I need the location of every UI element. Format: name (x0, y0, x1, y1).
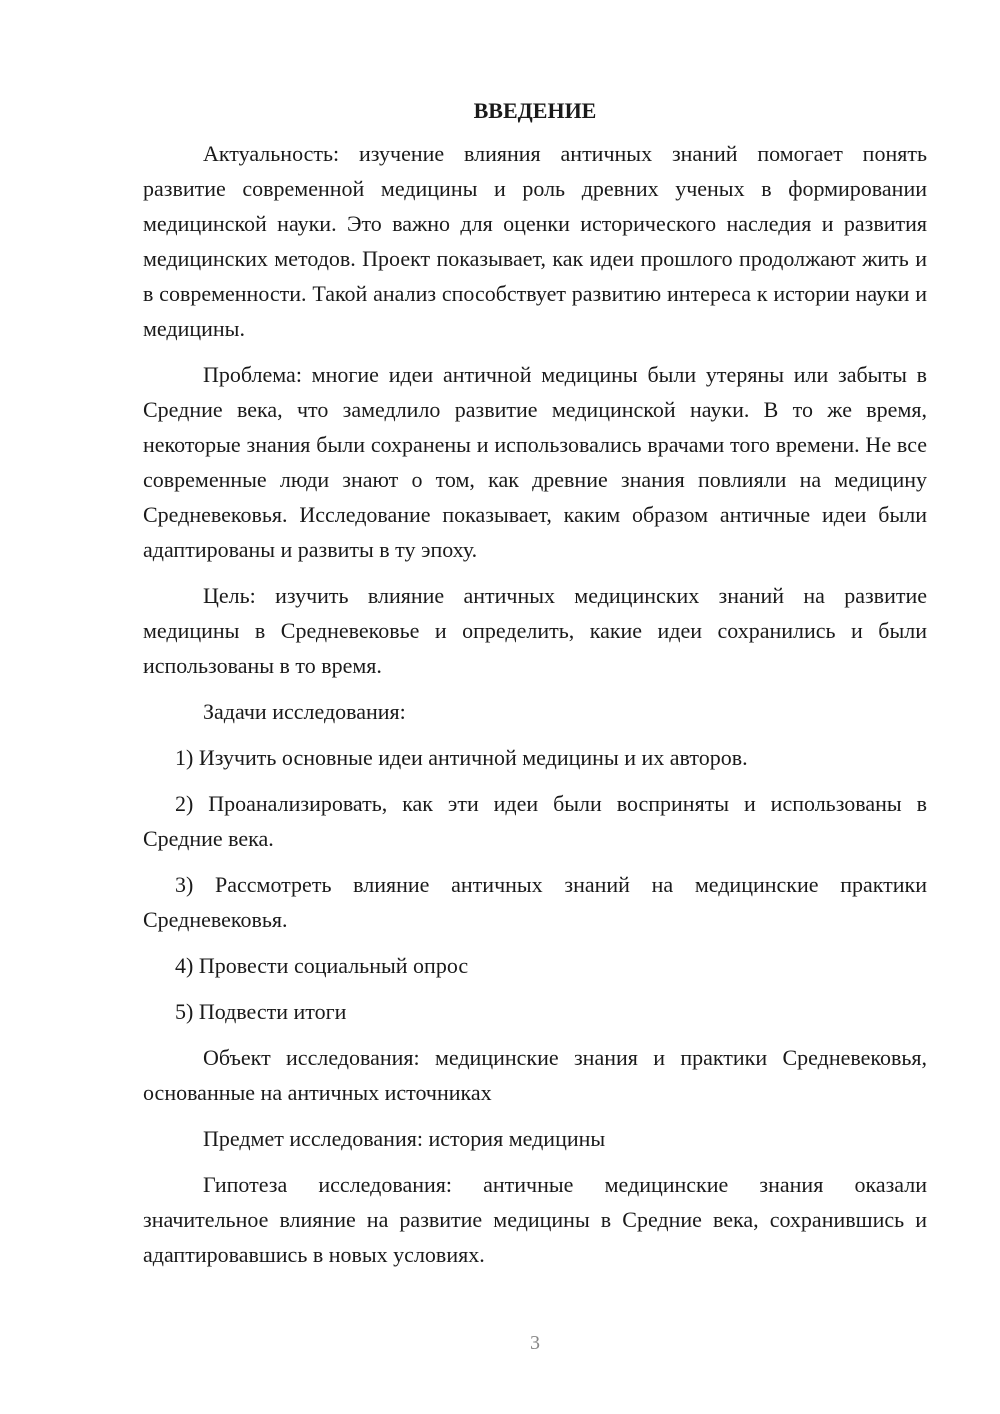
task-item-4: 4) Провести социальный опрос (175, 953, 469, 978)
task-item-5: 5) Подвести итоги (175, 999, 347, 1024)
goal-paragraph: Цель: изучить влияние античных медицинских знаний на развитие медицины в Средневековье и определить, какие идеи сохранились и были использованы в то время. (143, 583, 927, 678)
problem-paragraph: Проблема: многие идеи античной медицины были утеряны или забыты в Средние века, что замедлило развитие медицинской науки. В то же время, некоторые знания были сохранены и использовались врачами того времени. Не все современные люди знают о том, как древние знания повлияли на медицину Средневековья. Исследование показывает, каким образом античные идеи были адаптированы и развиты в ту эпоху. (143, 362, 927, 562)
section-title: ВВЕДЕНИЕ (473, 98, 597, 123)
object-paragraph: Объект исследования: медицинские знания и практики Средневековья, основанные на античных источниках (143, 1045, 927, 1105)
task-item-3: 3) Рассмотреть влияние античных знаний на медицинские практики Средневековья. (143, 872, 927, 932)
task-item-2: 2) Проанализировать, как эти идеи были восприняты и использованы в Средние века. (143, 791, 927, 851)
hypothesis-paragraph: Гипотеза исследования: античные медицинские знания оказали значительное влияние на развитие медицины в Средние века, сохранившись и адаптировавшись в новых условиях. (143, 1172, 927, 1267)
subject-paragraph: Предмет исследования: история медицины (203, 1126, 606, 1151)
tasks-heading: Задачи исследования: (203, 699, 406, 724)
relevance-paragraph: Актуальность: изучение влияния античных знаний помогает понять развитие современной медицины и роль древних ученых в формировании медицинской науки. Это важно для оценки исторического наследия и развития медицинских методов. Проект показывает, как идеи прошлого продолжают жить и в современности. Такой анализ способствует развитию интереса к истории науки и медицины. (143, 141, 927, 341)
task-item-1: 1) Изучить основные идеи античной медицины и их авторов. (175, 745, 748, 770)
document-page (143, 96, 927, 1283)
page-number: 3 (530, 1332, 540, 1354)
